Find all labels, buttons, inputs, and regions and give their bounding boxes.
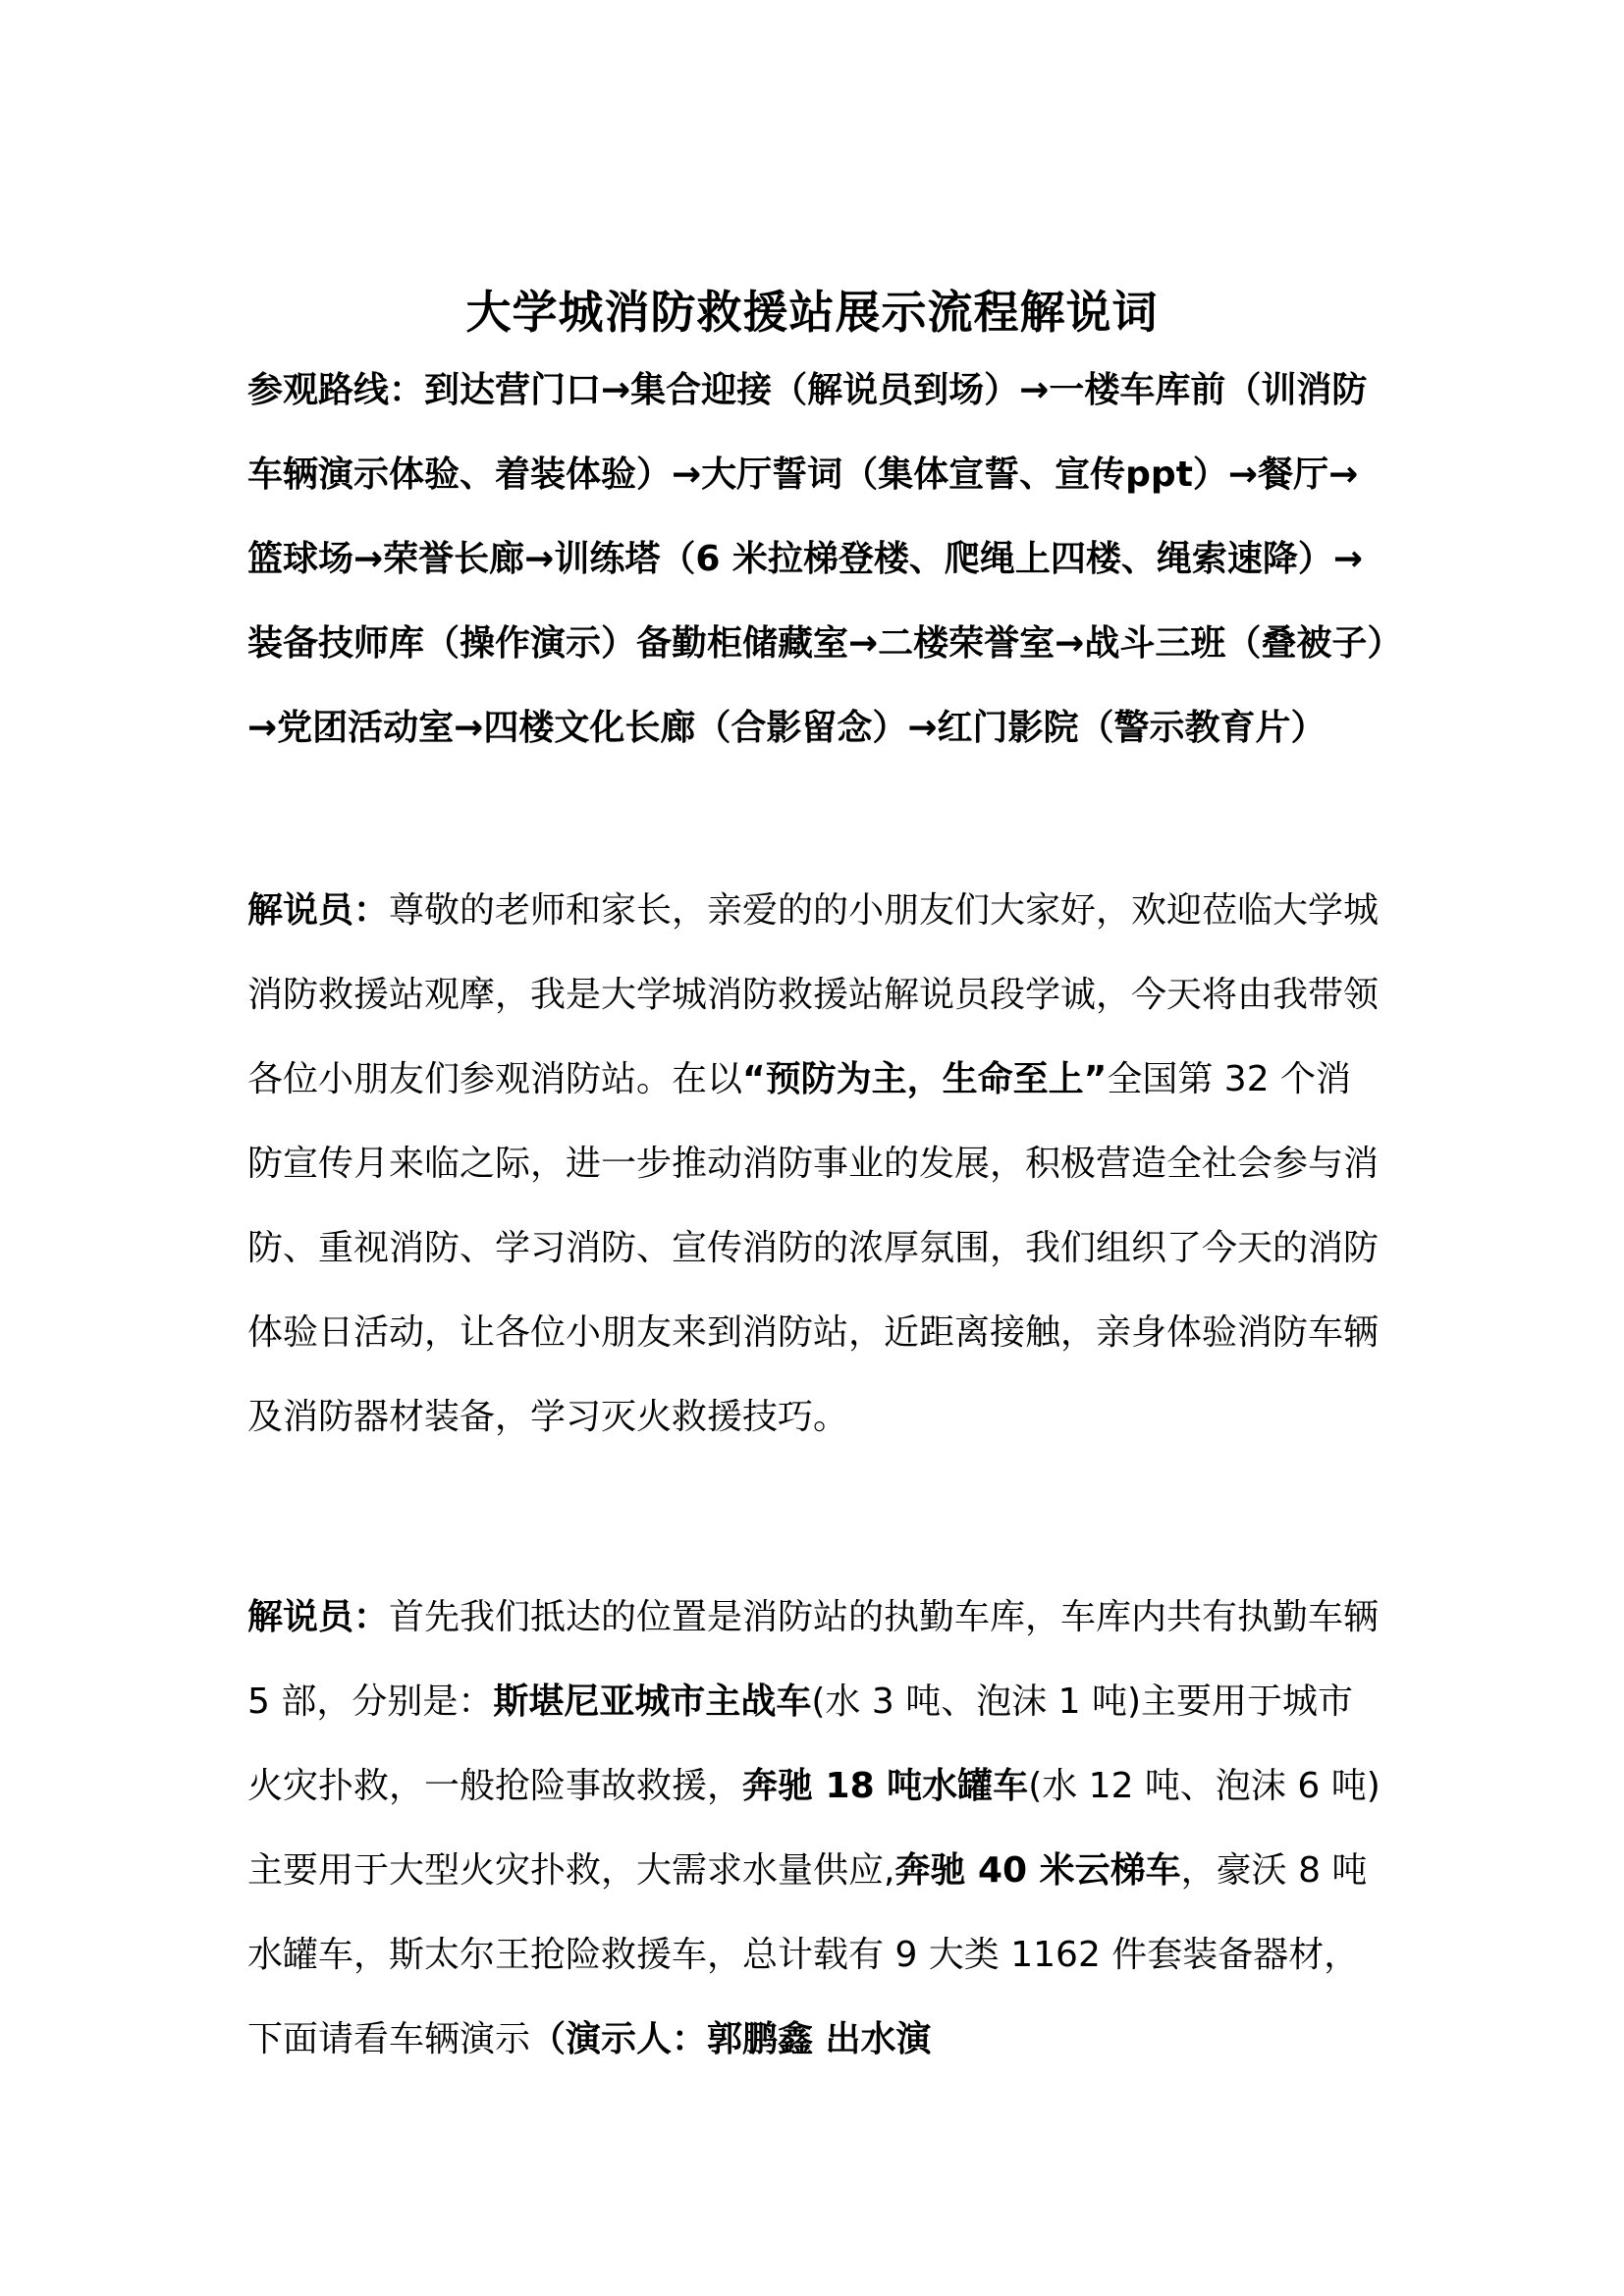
benz-tanker-description: (水 12 吨、泡沫 6 吨)主要用于大型火灾扑救，大需求水量供应,: [247, 1766, 1380, 1891]
speaker-label: 解说员：: [247, 1597, 390, 1637]
welcome-text: 尊敬的老师和家长，亲爱的的小朋友们大家好，欢迎莅临大学城消防救援站观摩，我是大学城消防救援站解说员段学诚，今天将由我带领各位小朋友们参观消防站。在以: [247, 890, 1380, 1099]
narration-paragraph-garage: [247, 1575, 1386, 2082]
page-title: 大学城消防救援站展示流程解说词: [465, 285, 1159, 339]
garage-intro-text: 首先我们抵达的位置是消防站的执勤车库，车库内共有执勤车辆 5 部，分别是：: [247, 1597, 1380, 1722]
welcome-text-continued: 全国第 32 个消防宣传月来临之际，进一步推动消防事业的发展，积极营造全社会参与消防、重视消防、学习消防、宣传消防的浓厚氛围，我们组织了今天的消防体验日活动，让各位小朋友来到消防站，近距离接触，亲身体验消防车辆及消防器材装备，学习灭火救援技巧。: [247, 1059, 1380, 1437]
route-label: 参观路线：: [247, 370, 425, 410]
narration-paragraph-welcome: [247, 869, 1386, 1460]
visit-route: [247, 348, 1386, 771]
demo-person-note: （演示人：郭鹏鑫 出水演: [530, 2019, 932, 2059]
vehicle-name-scania: 斯堪尼亚城市主战车: [493, 1682, 812, 1722]
speaker-label: 解说员：: [247, 890, 390, 931]
other-vehicles-text: ，豪沃 8 吨水罐车，斯太尔王抢险救援车，总计载有 9 大类 1162 件套装备器材，下面请看车辆演示: [247, 1850, 1368, 2059]
route-text: 到达营门口→集合迎接（解说员到场）→一楼车库前（训消防车辆演示体验、着装体验）→大厅誓词（集体宣誓、宣传ppt）→餐厅→篮球场→荣誉长廊→训练塔（6 米拉梯登楼、爬绳上四楼、绳索速降）→装备技师库（操作演示）备勤柜储藏室→二楼荣誉室→战斗三班（叠被子）→党团活动室→四楼文化长廊（合影留念）→红门影院（警示教育片）: [247, 370, 1385, 748]
scania-description: (水 3 吨、泡沫 1 吨)主要用于城市火灾扑救，一般抢险事故救援，: [247, 1682, 1354, 1806]
vehicle-name-benz-ladder: 奔驰 40 米云梯车: [894, 1850, 1181, 1891]
slogan-text: “预防为主，生命至上”: [742, 1059, 1108, 1099]
vehicle-name-benz-tanker: 奔驰 18 吨水罐车: [742, 1766, 1029, 1806]
